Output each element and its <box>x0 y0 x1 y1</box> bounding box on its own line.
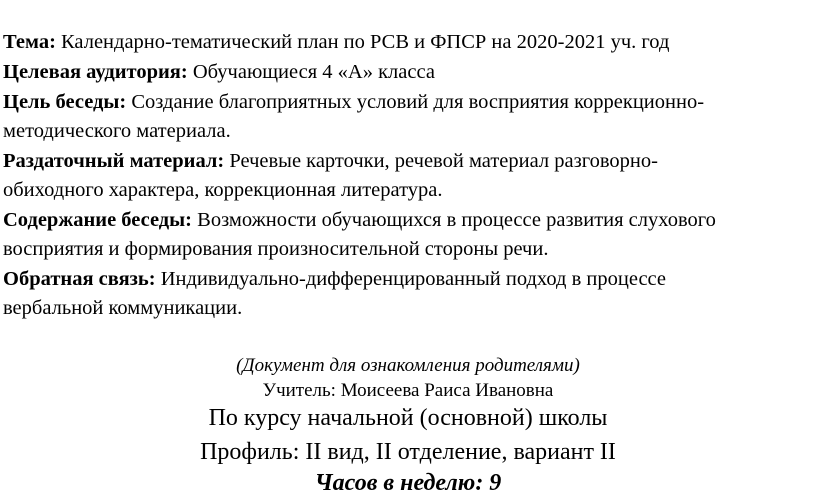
hours-per-week: Часов в неделю: 9 <box>314 470 502 496</box>
field-feedback-label: Обратная связь: <box>3 268 156 290</box>
field-audience <box>3 60 435 84</box>
field-content <box>3 208 716 232</box>
field-goal-value: Создание благоприятных условий для восприятия коррекционно- <box>131 91 705 113</box>
field-topic-value: Календарно-тематический план по РСВ и ФПСР на 2020-2021 уч. год <box>61 31 670 53</box>
field-feedback <box>3 267 666 291</box>
field-content-label: Содержание беседы: <box>3 209 193 231</box>
field-handout-label: Раздаточный материал: <box>3 150 225 172</box>
field-feedback-value: Индивидуально-дифференцированный подход в процессе <box>160 268 667 290</box>
field-audience-value: Обучающиеся 4 «А» класса <box>192 61 435 83</box>
field-goal-label: Цель беседы: <box>3 91 127 113</box>
field-goal <box>3 90 704 114</box>
field-topic-label: Тема: <box>3 31 56 53</box>
field-goal-continuation: методического материала. <box>3 120 231 142</box>
field-handout-value: Речевые карточки, речевой материал разговорно- <box>229 150 658 172</box>
profile-title: Профиль: II вид, II отделение, вариант II <box>200 439 616 465</box>
field-topic <box>3 30 669 54</box>
document-note: (Документ для ознакомления родителями) <box>236 355 580 376</box>
course-title: По курсу начальной (основной) школы <box>208 405 608 431</box>
field-content-value: Возможности обучающихся в процессе развития слухового <box>197 209 716 231</box>
field-handout-continuation: обиходного характера, коррекционная литература. <box>3 179 443 201</box>
field-audience-label: Целевая аудитория: <box>3 61 188 83</box>
field-content-continuation: восприятия и формирования произносительной стороны речи. <box>3 238 549 260</box>
teacher-name: Учитель: Моисеева Раиса Ивановна <box>262 380 554 401</box>
field-handout <box>3 149 658 173</box>
field-feedback-continuation: вербальной коммуникации. <box>3 297 243 319</box>
